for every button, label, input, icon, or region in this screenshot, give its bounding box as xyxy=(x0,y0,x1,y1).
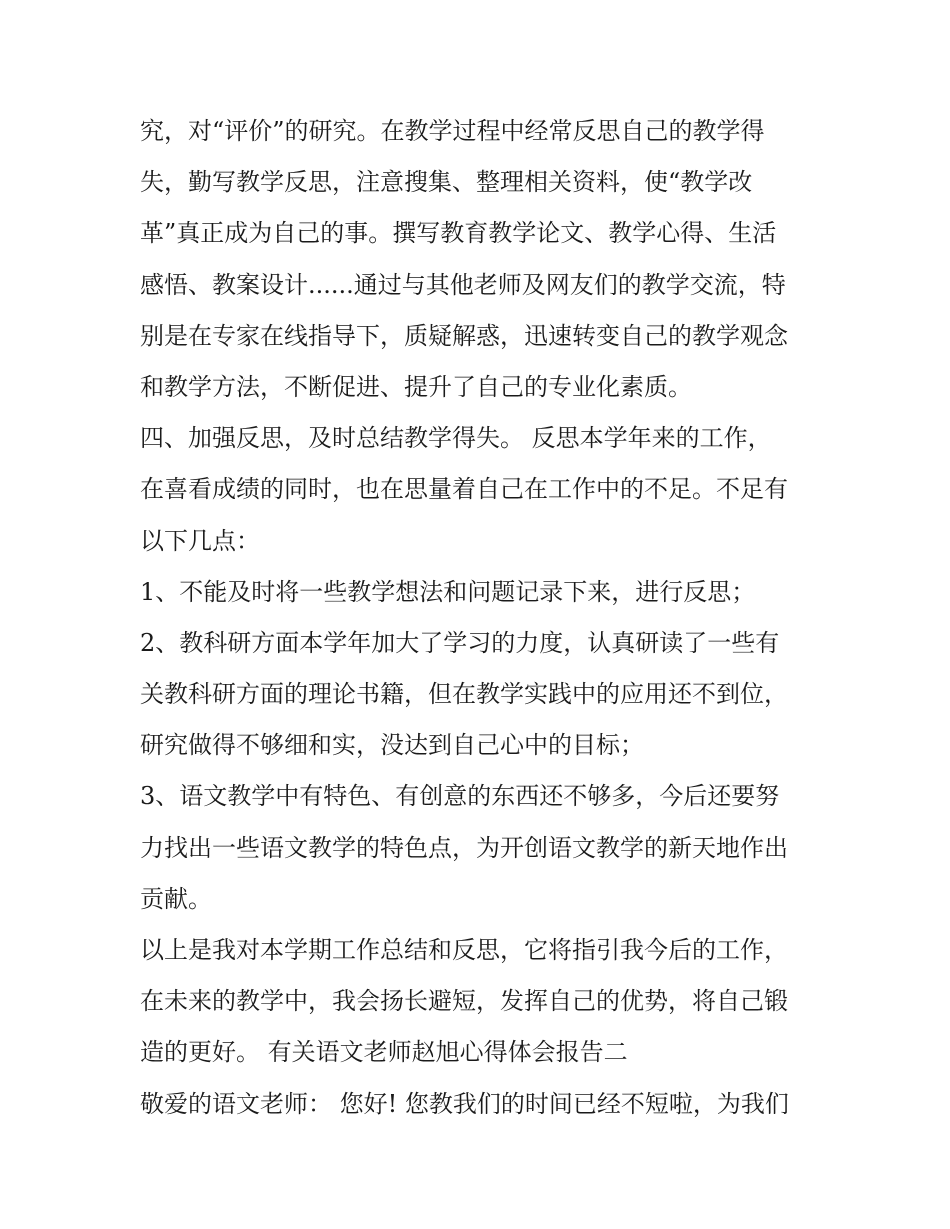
text-line: 以下几点： xyxy=(140,526,260,555)
text-line: 感悟、教案设计......通过与其他老师及网友们的教学交流，特 xyxy=(140,270,786,299)
text-line: 敬爱的语文老师： 您好! 您教我们的时间已经不短啦，为我们 xyxy=(140,1089,789,1118)
text-line: 贡献。 xyxy=(140,884,212,913)
text-line: 在喜看成绩的同时，也在思量着自己在工作中的不足。不足有 xyxy=(140,475,788,504)
text-line: 关教科研方面的理论书籍，但在教学实践中的应用还不到位， xyxy=(140,680,788,709)
text-line: 造的更好。 有关语文老师赵旭心得体会报告二 xyxy=(140,1038,628,1067)
text-line: 革”真正成为自己的事。撰写教育教学论文、教学心得、生活 xyxy=(140,219,777,248)
text-line: 力找出一些语文教学的特色点，为开创语文教学的新天地作出 xyxy=(140,833,788,862)
document-body xyxy=(140,106,820,1130)
text-line: 别是在专家在线指导下，质疑解惑，迅速转变自己的教学观念 xyxy=(140,321,788,350)
list-item-2: 2、教科研方面本学年加大了学习的力度，认真研读了一些有 xyxy=(140,628,780,657)
text-line: 以上是我对本学期工作总结和反思，它将指引我今后的工作， xyxy=(140,936,788,964)
text-line: 失，勤写教学反思，注意搜集、整理相关资料，使“教学改 xyxy=(140,168,753,197)
section-heading-line: 四、加强反思，及时总结教学得失。 反思本学年来的工作， xyxy=(140,424,772,453)
text-line: 究，对“评价”的研究。在教学过程中经常反思自己的教学得 xyxy=(140,117,765,145)
list-item-3: 3、语文教学中有特色、有创意的东西还不够多，今后还要努 xyxy=(140,782,780,811)
text-line: 和教学方法，不断促进、提升了自己的专业化素质。 xyxy=(140,372,692,401)
text-line: 在未来的教学中，我会扬长避短，发挥自己的优势，将自己锻 xyxy=(140,987,788,1016)
list-item-1: 1、不能及时将一些教学想法和问题记录下来，进行反思； xyxy=(140,577,756,606)
text-line: 研究做得不够细和实，没达到自己心中的目标； xyxy=(140,731,644,760)
